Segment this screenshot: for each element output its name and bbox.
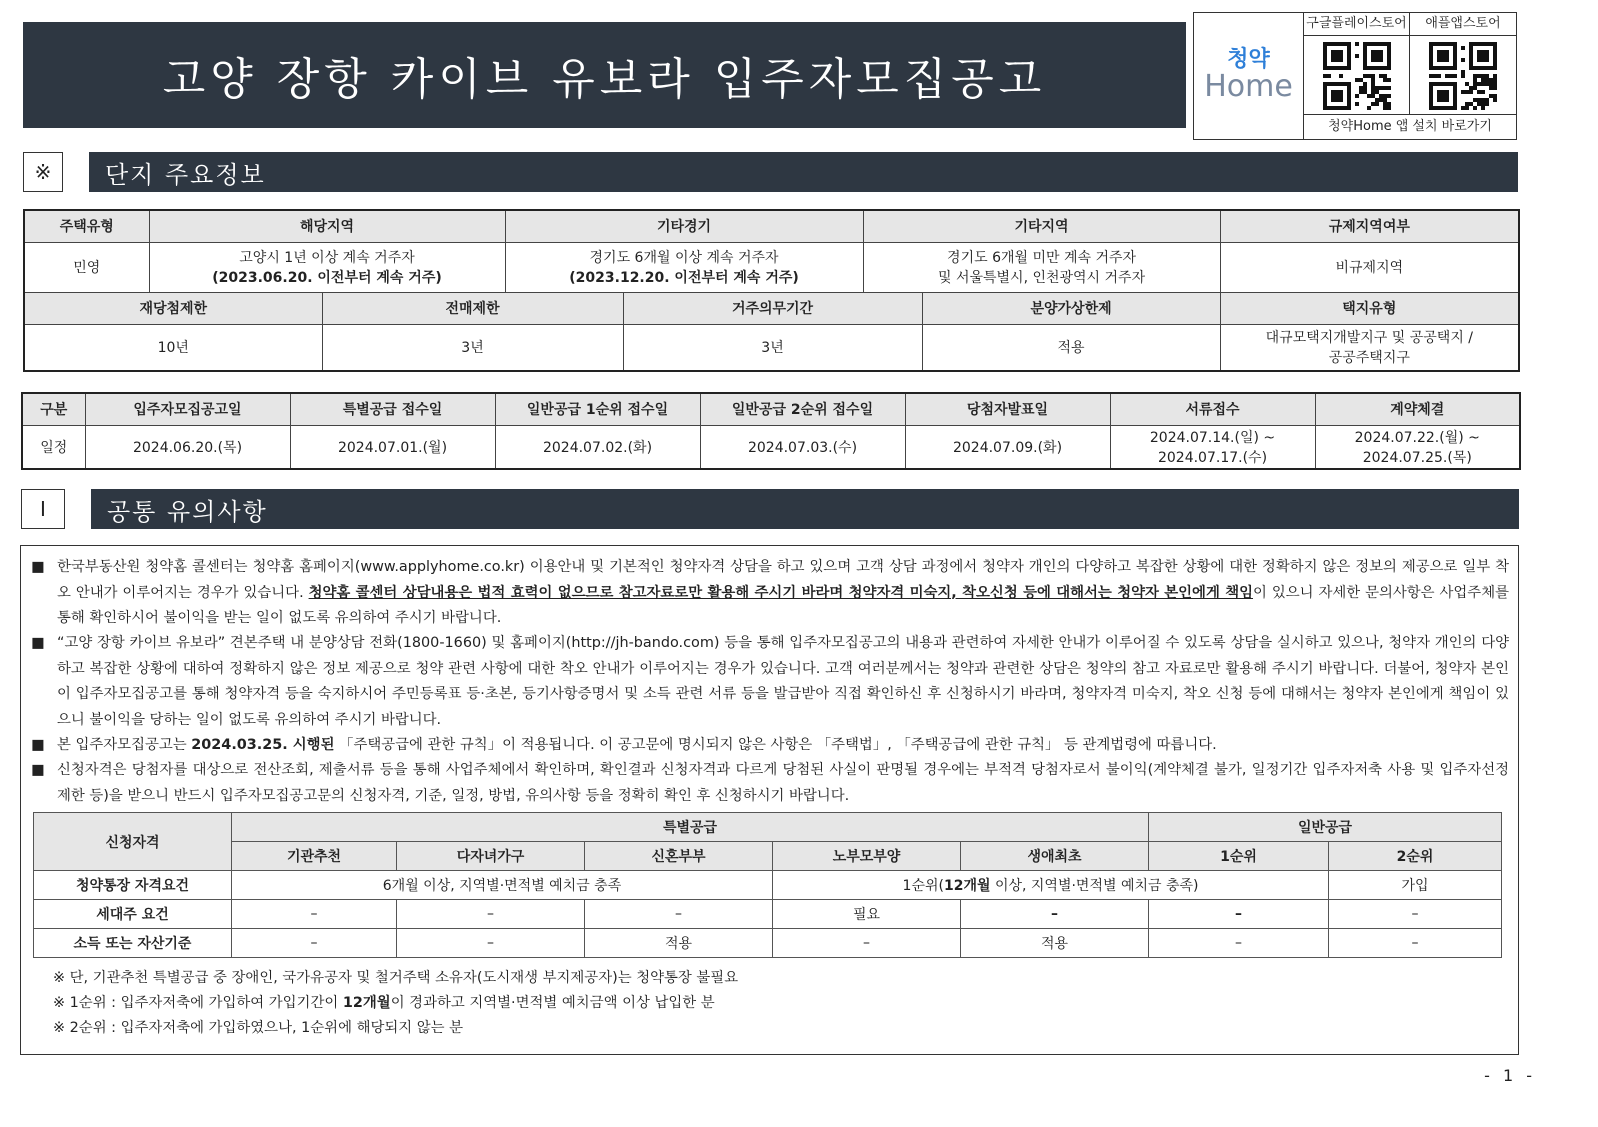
header-multi-child: 다자녀가구 bbox=[397, 842, 585, 871]
row-label-householder: 세대주 요건 bbox=[34, 900, 232, 929]
table-cell: – bbox=[397, 900, 585, 929]
header-contract: 계약체결 bbox=[1315, 393, 1520, 425]
header-rank1: 1순위 bbox=[1149, 842, 1329, 871]
table-cell: – bbox=[1149, 929, 1329, 958]
header-special-supply: 특별공급 bbox=[232, 813, 1149, 842]
gyeonggi-value: 경기도 6개월 이상 계속 거주자 (2023.12.20. 이전부터 계속 거주) bbox=[505, 242, 863, 292]
notice-item: ■ 한국부동산원 청약홈 콜센터는 청약홈 홈페이지(www.applyhome.co.kr) 이용안내 및 기본적인 청약자격 상담을 하고 있으며 고객 상담 과정에서 청약자 개인의 다양하고 복잡한 상황에 대한 정확하지 않은 정보의 제공으로 일부 착오 안내가 이루어지는 경우가 있습니다. 청약홈 콜센터 상담내용은 법적 효력이 없으므로 참고자료로만 활용해 주시기 바라며 청약자격 미숙지, 착오신청 등에 대해서는 청약자 본인에게 책임이 있으니 자세한 문의사항은 사업주체를 통해 확인하시어 불이익을 받는 일이 없도록 유의하여 주시기 바랍니다. bbox=[31, 555, 1509, 632]
announce-date: 2024.06.20.(목) bbox=[85, 425, 290, 469]
app-download-box bbox=[1193, 12, 1517, 140]
cheongyak-home-logo bbox=[1194, 13, 1304, 139]
notice-item: ■ 신청자격은 당첨자를 대상으로 전산조회, 제출서류 등을 통해 사업주체에서 확인하며, 확인결과 신청자격과 다르게 당첨된 사실이 판명될 경우에는 부적격 당첨자로서 불이익(계약체결 불가, 일정기간 입주자저축 사용 및 입주자선정 제한 등)을 받으니 반드시 입주자모집공고문의 신청자격, 기준, 일정, 방법, 유의사항 등을 정확히 확인 후 신청하시기 바랍니다. bbox=[31, 758, 1509, 809]
header-rewin-limit: 재당첨제한 bbox=[24, 292, 322, 324]
schedule-table bbox=[21, 392, 1521, 470]
header-first-time: 생애최초 bbox=[961, 842, 1149, 871]
common-notes-box bbox=[20, 545, 1519, 1055]
account-requirement-special: 6개월 이상, 지역별·면적별 예치금 충족 bbox=[232, 871, 773, 900]
table-cell: – bbox=[397, 929, 585, 958]
eligibility-table bbox=[33, 812, 1502, 958]
resale-limit-value: 3년 bbox=[322, 324, 623, 371]
table-cell: – bbox=[1149, 900, 1329, 929]
notice-item: ■ “고양 장항 카이브 유보라” 견본주택 내 분양상담 전화(1800-1660) 및 홈페이지(http://jh-bando.com) 등을 통해 입주자모집공고의 내용과 관련하여 자세한 안내가 이루어질 수 있도록 상담을 실시하고 있으나, 청약자 개인의 다양하고 복잡한 상황에 대하여 정확하지 않은 정보 제공으로 청약 관련 사항에 대한 착오 안내가 이루어지는 경우가 있습니다. 고객 여러분께서는 청약과 관련한 상담은 청약의 참고 자료로만 활용해 주시기 바랍니다. 더불어, 청약자 본인이 입주자모집공고를 통해 청약자격 등을 숙지하시어 주민등록표 등·초본, 등기사항증명서 및 소득 관련 서류 등을 발급받아 직접 확인하신 후 신청하시기 바라며, 청약자격 미숙지, 착오 신청 등에 대해서는 청약자 본인에게 책임이 있으니 불이익을 당하는 일이 없도록 유의하여 주시기 바랍니다. bbox=[31, 631, 1509, 733]
account-requirement-rank2: 가입 bbox=[1329, 871, 1502, 900]
app-store-qr[interactable] bbox=[1410, 13, 1516, 115]
qr-code-icon[interactable] bbox=[1323, 42, 1391, 110]
header-regulated: 규제지역여부 bbox=[1220, 210, 1519, 242]
header-land-type: 택지유형 bbox=[1220, 292, 1519, 324]
header-rank2: 2순위 bbox=[1329, 842, 1502, 871]
schedule-row-label: 일정 bbox=[22, 425, 85, 469]
header-eligibility: 신청자격 bbox=[34, 813, 232, 871]
row-label-income: 소득 또는 자산기준 bbox=[34, 929, 232, 958]
section-title-common-notes: 공통 유의사항 bbox=[91, 489, 1519, 529]
header-other-area: 기타지역 bbox=[863, 210, 1220, 242]
header-local-area: 해당지역 bbox=[149, 210, 505, 242]
app-store-label: 애플앱스토어 bbox=[1410, 13, 1516, 36]
footnote: ※ 2순위 : 입주자저축에 가입하였으나, 1순위에 해당되지 않는 분 bbox=[53, 1020, 464, 1036]
header-newlywed: 신혼부부 bbox=[585, 842, 773, 871]
header-resale-limit: 전매제한 bbox=[322, 292, 623, 324]
header-special-date: 특별공급 접수일 bbox=[290, 393, 495, 425]
header-residence-period: 거주의무기간 bbox=[623, 292, 922, 324]
logo-bottom-text: Home bbox=[1204, 69, 1293, 104]
page-title: 고양 장항 카이브 유보라 입주자모집공고 bbox=[162, 54, 1047, 105]
page-number: - 1 - bbox=[1484, 1066, 1536, 1085]
housing-type-value: 민영 bbox=[24, 242, 149, 292]
header-housing-type: 주택유형 bbox=[24, 210, 149, 242]
winner-date: 2024.07.09.(화) bbox=[905, 425, 1110, 469]
bullet-square-icon: ■ bbox=[31, 635, 45, 651]
second-rank-date: 2024.07.03.(수) bbox=[700, 425, 905, 469]
bullet-square-icon: ■ bbox=[31, 737, 45, 753]
title-banner bbox=[23, 22, 1186, 128]
section-title-key-info: 단지 주요정보 bbox=[89, 152, 1518, 192]
notice-item: ■ 본 입주자모집공고는 2024.03.25. 시행된 「주택공급에 관한 규칙」이 적용됩니다. 이 공고문에 명시되지 않은 사항은 「주택법」, 「주택공급에 관한 규칙」 등 관계법령에 따릅니다. bbox=[31, 733, 1509, 759]
rewin-limit-value: 10년 bbox=[24, 324, 322, 371]
table-cell: – bbox=[961, 900, 1149, 929]
table-cell: 적용 bbox=[585, 929, 773, 958]
other-area-value: 경기도 6개월 미만 계속 거주자 및 서울특별시, 인천광역시 거주자 bbox=[863, 242, 1220, 292]
table-cell: – bbox=[1329, 929, 1502, 958]
footnote: ※ 단, 기관추천 특별공급 중 장애인, 국가유공자 및 철거주택 소유자(도시재생 부지제공자)는 청약통장 불필요 bbox=[53, 970, 739, 986]
documents-date: 2024.07.14.(일) ~ 2024.07.17.(수) bbox=[1110, 425, 1315, 469]
first-rank-date: 2024.07.02.(화) bbox=[495, 425, 700, 469]
bullet-square-icon: ■ bbox=[31, 762, 45, 778]
section-mark: I bbox=[21, 489, 65, 529]
header-first-rank-date: 일반공급 1순위 접수일 bbox=[495, 393, 700, 425]
google-play-label: 구글플레이스토어 bbox=[1304, 13, 1409, 36]
complex-info-table bbox=[23, 209, 1520, 372]
header-general-supply: 일반공급 bbox=[1149, 813, 1502, 842]
qr-code-icon[interactable] bbox=[1429, 42, 1497, 110]
table-cell: – bbox=[585, 900, 773, 929]
residence-period-value: 3년 bbox=[623, 324, 922, 371]
footnote: ※ 1순위 : 입주자저축에 가입하여 가입기간이 12개월이 경과하고 지역별·면적별 예치금액 이상 납입한 분 bbox=[53, 995, 715, 1011]
header-elder-support: 노부모부양 bbox=[773, 842, 961, 871]
header-documents: 서류접수 bbox=[1110, 393, 1315, 425]
google-play-qr[interactable] bbox=[1304, 13, 1410, 115]
header-winner-date: 당첨자발표일 bbox=[905, 393, 1110, 425]
local-area-value: 고양시 1년 이상 계속 거주자 (2023.06.20. 이전부터 계속 거주) bbox=[149, 242, 505, 292]
table-cell: – bbox=[232, 900, 397, 929]
special-date: 2024.07.01.(월) bbox=[290, 425, 495, 469]
header-second-rank-date: 일반공급 2순위 접수일 bbox=[700, 393, 905, 425]
header-other-gyeonggi: 기타경기 bbox=[505, 210, 863, 242]
contract-date: 2024.07.22.(월) ~ 2024.07.25.(목) bbox=[1315, 425, 1520, 469]
table-cell: 적용 bbox=[961, 929, 1149, 958]
section-mark: ※ bbox=[23, 152, 63, 192]
regulated-value: 비규제지역 bbox=[1220, 242, 1519, 292]
price-cap-value: 적용 bbox=[922, 324, 1220, 371]
logo-top-text: 청약 bbox=[1227, 47, 1270, 72]
bullet-square-icon: ■ bbox=[31, 559, 45, 575]
land-type-value: 대규모택지개발지구 및 공공택지 / 공공주택지구 bbox=[1220, 324, 1519, 371]
header-institution: 기관추천 bbox=[232, 842, 397, 871]
header-price-cap: 분양가상한제 bbox=[922, 292, 1220, 324]
app-install-caption: 청약Home 앱 설치 바로가기 bbox=[1328, 119, 1492, 134]
table-cell: – bbox=[1329, 900, 1502, 929]
header-announce-date: 입주자모집공고일 bbox=[85, 393, 290, 425]
row-label-account: 청약통장 자격요건 bbox=[34, 871, 232, 900]
table-cell: – bbox=[773, 929, 961, 958]
account-requirement-rank1: 1순위(12개월 이상, 지역별·면적별 예치금 충족) bbox=[773, 871, 1329, 900]
header-category: 구분 bbox=[22, 393, 85, 425]
table-cell: – bbox=[232, 929, 397, 958]
table-cell: 필요 bbox=[773, 900, 961, 929]
